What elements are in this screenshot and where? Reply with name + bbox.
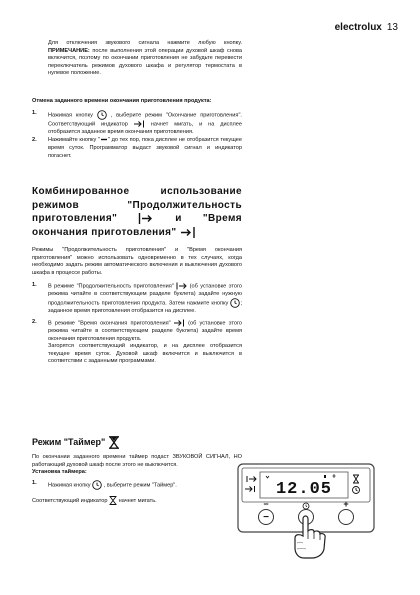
display-time: 12.05 <box>275 480 333 499</box>
cancel-section-title: Отмена заданного времени окончания приготовления продукта: <box>32 98 212 104</box>
list-text: Нажимая кнопку <box>48 112 93 119</box>
hourglass-icon <box>109 496 117 505</box>
page-header <box>335 22 398 33</box>
plus-sign-above: + <box>343 499 349 509</box>
clock-button-icon <box>92 480 102 490</box>
intro-paragraph <box>32 40 242 78</box>
list-item <box>32 110 242 137</box>
list-text: (об установке этого режима читайте в соответствующем разделе буклета) задайте нужную продолжительность приготовления продукта. Затем нажмите кнопку <box>48 283 243 307</box>
minus-button-icon <box>100 137 108 142</box>
list-text: ; заданное время приготовления отобразится на дисплее. <box>48 300 242 315</box>
control-panel-illustration <box>237 463 375 559</box>
hourglass-icon <box>108 436 120 449</box>
list-number: 1. <box>32 479 37 486</box>
end-time-icon <box>180 226 196 239</box>
combined-intro: Режимы "Продолжительность приготовления" и "Время окончания приготовления" можно использовать одновременно в тех случаях, когда необходимо задать режим автоматического включения и выключения духового шкафа в процессе работы. <box>32 247 242 277</box>
note-label: ПРИМЕЧАНИЕ: <box>48 47 90 54</box>
cancel-end-time-section <box>32 98 242 160</box>
list-item <box>32 319 242 366</box>
list-text: начнет мигать. <box>118 497 157 504</box>
duration-icon <box>138 212 154 225</box>
duration-icon <box>176 282 187 290</box>
list-text: Загорятся соответствующий индикатор, и на дисплее отобразится текущее время суток. Духовой шкаф включится и выключится в соответствии с заданными программами. <box>48 343 242 365</box>
timer-title-text: Режим "Таймер" <box>32 436 106 447</box>
list-item <box>32 282 242 316</box>
combined-title <box>32 185 242 239</box>
list-text: начнет мигать, и на дисплее отобразится заданное время окончания приготовления. <box>48 121 242 135</box>
list-number: 1. <box>32 109 37 116</box>
combined-title-a: Комбинированное использование режимов "Продолжительность приготовления" <box>32 186 242 225</box>
timer-section <box>32 436 242 505</box>
list-text: , выберите режим "Таймер". <box>103 482 177 489</box>
minus-button-label: − <box>263 512 269 523</box>
list-text: В режиме "Время окончания приготовления" <box>48 320 171 327</box>
list-number: 2. <box>32 319 37 325</box>
note-text: после выполнения этой операции духовой шкаф снова включится, поэтому по окончании приготовления не забудьте перевести переключатель режимов духового шкафа и регулятор термостата в нулевое положение. <box>48 47 242 77</box>
end-time-icon <box>134 120 145 128</box>
timer-intro: По окончании заданного времени таймер подаст ЗВУКОВОЙ СИГНАЛ, НО работающий духовой шкаф после этого не выключится. <box>32 454 242 468</box>
end-time-icon <box>174 319 185 327</box>
page-number: 13 <box>386 22 398 33</box>
clock-button-icon <box>230 298 240 308</box>
list-number: 2. <box>32 137 37 144</box>
list-text: (об установке этого режима читайте в соответствующем разделе буклета) задайте время окончания приготовления продукта. <box>48 320 243 342</box>
list-text: " до тех пор, пока дисплее не отобразится текущее время суток. Программатор выдаст звуковой сигнал и индикатор погаснет. <box>48 137 242 159</box>
timer-setup-label: Установка таймера: <box>32 469 87 476</box>
list-text: Соответствующий индикатор <box>32 497 108 504</box>
list-number: 1. <box>32 281 37 288</box>
control-panel-drawing <box>237 463 375 559</box>
combined-title-b: и "Время окончания приготовления" <box>32 213 242 238</box>
list-item <box>32 480 242 490</box>
clock-button-icon <box>97 110 107 120</box>
list-text: Нажимайте кнопку " <box>48 137 100 144</box>
list-text: , выберите режим "Окончание приготовления". Соответствующий индикатор <box>48 112 242 128</box>
list-text: Нажимая кнопку <box>48 482 91 489</box>
combined-modes-section <box>32 185 242 366</box>
minus-sign-above: − <box>263 499 269 509</box>
list-text: В режиме "Продолжительность приготовления" <box>48 283 174 290</box>
intro-text: Для отключения звукового сигнала нажмите любую кнопку. <box>48 40 242 46</box>
list-item <box>32 137 242 160</box>
brand-name: electrolux <box>334 22 382 33</box>
timer-title <box>32 436 242 449</box>
